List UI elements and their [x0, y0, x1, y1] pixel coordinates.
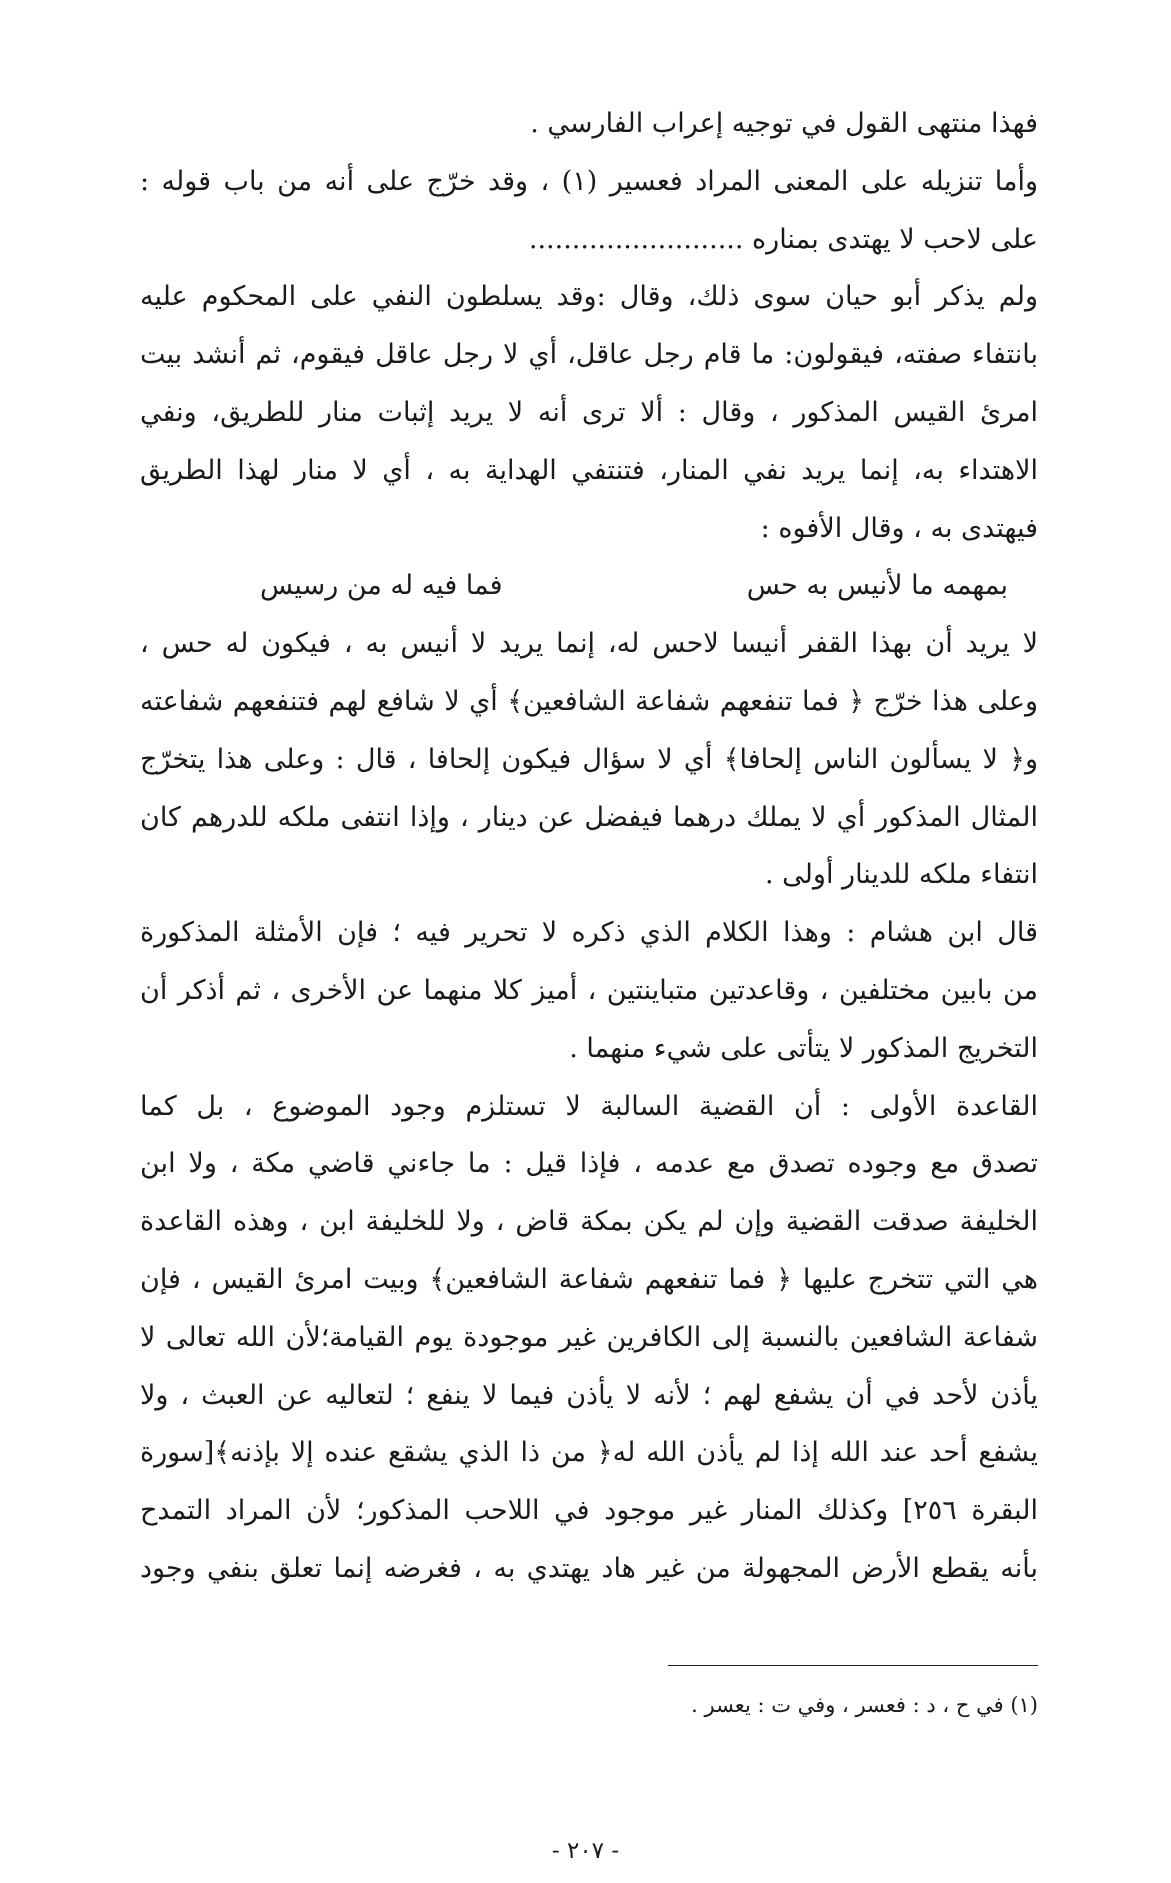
text-line: الخليفة صدقت القضية وإن لم يكن بمكة قاض ، ولا للخليفة ابن ، وهذه القاعدة — [140, 1206, 1038, 1238]
text-line: تصدق مع وجوده تصدق مع عدمه ، فإذا قيل : ما جاءني قاضي مكة ، ولا ابن — [140, 1148, 1038, 1180]
text-line: لا يريد أن بهذا القفر أنيسا لاحس له، إنما يريد لا أنيس به ، فيكون له حس ، — [140, 628, 1038, 660]
text-line: امرئ القيس المذكور ، وقال : ألا ترى أنه لا يريد إثبات منار للطريق، ونفي — [140, 396, 1038, 428]
text-line: فهذا منتهى القول في توجيه إعراب الفارسي . — [530, 108, 1038, 139]
text-line: وعلى هذا خرّج ﴿ فما تنفعهم شفاعة الشافعين﴾ أي لا شافع لهم فتنفعهم شفاعته — [140, 685, 1038, 717]
text-line: شفاعة الشافعين بالنسبة إلى الكافرين غير موجودة يوم القيامة؛لأن الله تعالى لا — [140, 1321, 1038, 1353]
text-line: وأما تنزيله على المعنى المراد فعسير (١) ، وقد خرّج على أنه من باب قوله : — [140, 165, 1038, 197]
text-line: قال ابن هشام : وهذا الكلام الذي ذكره لا تحرير فيه ؛ فإن الأمثلة المذكورة — [140, 917, 1038, 949]
text-line: الاهتداء به، إنما يريد نفي المنار، فتنتفي الهداية به ، أي لا منار لهذا الطريق — [140, 454, 1038, 486]
text-line: المثال المذكور أي لا يملك درهما فيفضل عن دينار ، وإذا انتفى ملكه للدرهم كان — [140, 801, 1038, 833]
text-line: من بابين مختلفين ، وقاعدتين متباينتين ، أميز كلا منهما عن الأخرى ، ثم أذكر أن — [140, 974, 1038, 1006]
verse-second-hemistich: فما فيه له من رسيس — [260, 570, 503, 602]
verse-first-hemistich: بمهمه ما لأنيس به حس — [746, 570, 1008, 602]
page-number: - ٢٠٧ - — [551, 1838, 620, 1864]
text-line: و﴿ لا يسألون الناس إلحافا﴾ أي لا سؤال فيكون إلحافا ، قال : وعلى هذا يتخرّج — [140, 743, 1038, 775]
text-line: فيهتدى به ، وقال الأفوه : — [760, 512, 1038, 544]
poetry-verse — [140, 557, 1038, 615]
text-line: يشفع أحد عند الله إذا لم يأذن الله له﴿ من ذا الذي يشقع عنده إلا بإذنه﴾[سورة — [140, 1437, 1038, 1469]
main-text-block — [140, 95, 1038, 1598]
text-line: يأذن لأحد في أن يشفع لهم ؛ لأنه لا يأذن فيما لا ينفع ؛ لتعاليه عن العبث ، ولا — [140, 1379, 1038, 1411]
text-line: البقرة ٢٥٦] وكذلك المنار غير موجود في اللاحب المذكور؛ لأن المراد التمدح — [140, 1495, 1038, 1527]
text-line: بانتفاء صفته، فيقولون: ما قام رجل عاقل، أي لا رجل عاقل فيقوم، ثم أنشد بيت — [140, 339, 1038, 371]
text-line: على لاحب لا يهتدى بمناره ......................... — [528, 223, 1038, 255]
text-line: القاعدة الأولى : أن القضية السالبة لا تستلزم وجود الموضوع ، بل كما — [140, 1090, 1038, 1122]
text-line: هي التي تتخرج عليها ﴿ فما تنفعهم شفاعة الشافعين﴾ وبيت امرئ القيس ، فإن — [140, 1263, 1038, 1295]
text-line: انتفاء ملكه للدينار أولى . — [765, 859, 1038, 891]
footnote: (١) في ح ، د : فعسر ، وفي ت : يعسر . — [691, 1693, 1038, 1717]
text-line: بأنه يقطع الأرض المجهولة من غير هاد يهتدي به ، فغرضه إنما تعلق بنفي وجود — [140, 1552, 1038, 1584]
text-line: ولم يذكر أبو حيان سوى ذلك، وقال :وقد يسلطون النفي على المحكوم عليه — [140, 281, 1038, 313]
footnote-divider — [668, 1665, 1038, 1666]
text-line: التخريج المذكور لا يتأتى على شيء منهما . — [569, 1032, 1038, 1064]
